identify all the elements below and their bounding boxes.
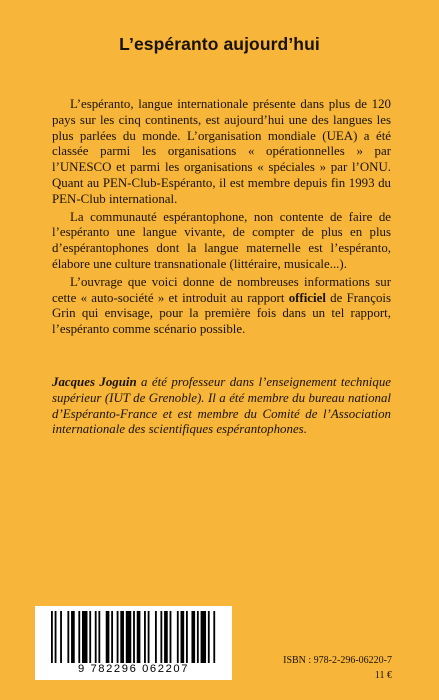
barcode-digits: 9 782296 062207 <box>77 663 190 675</box>
barcode-bar <box>186 611 188 663</box>
barcode-bar <box>71 611 75 663</box>
paragraph-3-start: L’ouvrage que voici donne de nombreuses informations sur cette « auto-société » et introduit au rapport <box>52 274 391 305</box>
barcode-bar <box>160 611 162 663</box>
title: L’espéranto aujourd’hui <box>119 34 320 54</box>
barcode-bar <box>170 611 172 663</box>
paragraph-3-end: de François Grin qui envisage, pour la première fois dans un tel rapport, l’espéranto comme scénario possible. <box>52 290 391 337</box>
barcode-bar <box>181 611 185 663</box>
barcode-bar <box>120 611 124 663</box>
barcode-bar <box>126 611 131 663</box>
barcode-bar <box>148 611 150 663</box>
barcode-bar <box>111 611 113 663</box>
barcode-bar <box>95 611 97 663</box>
barcode-bar <box>51 611 53 663</box>
barcode-bar <box>133 611 135 663</box>
main-text <box>52 97 391 338</box>
barcode-bar <box>137 611 141 663</box>
barcode-bar <box>197 611 199 663</box>
author-bio <box>52 375 391 438</box>
barcode-bar <box>78 611 80 663</box>
paragraph-2: La communauté espérantophone, non contente de faire de l’espéranto une langue vivante, de compter de plus en plus d’espérantophones dont la langue maternelle est l’espéranto, élabore une culture transnationale (littéraire, musicale...). <box>52 209 391 271</box>
barcode-bar <box>191 611 195 663</box>
price: 11 € <box>374 670 392 681</box>
isbn: ISBN : 978-2-296-06220-7 <box>283 655 392 666</box>
barcode-bar <box>177 611 179 663</box>
barcode-bar <box>155 611 157 663</box>
barcode-bar <box>213 611 215 663</box>
barcode-bar <box>106 611 110 663</box>
barcode-bar <box>144 611 146 663</box>
paragraph-3 <box>52 275 391 338</box>
barcode-bar <box>208 611 210 663</box>
barcode-bar <box>98 611 100 663</box>
barcode-bar <box>117 611 119 663</box>
officiel-emphasis: officiel <box>288 290 326 305</box>
paragraph-1: L’espéranto, langue internationale présente dans plus de 120 pays sur les cinq continents, est aujourd’hui une des langues les plus parlées du monde. L’organisation mondiale (UEA) a été classée parmi les organisations « opérationnelles » par l’UNESCO et parmi les organisations « spéciales » par l’ONU. Quant au PEN-Club-Espéranto, il est membre depuis fin 1993 du PEN-Club international. <box>52 97 391 206</box>
barcode-bar <box>164 611 168 663</box>
barcode-bar <box>55 611 57 663</box>
barcode-bar <box>60 611 62 663</box>
author-bio-text: a été professeur dans l’enseignement technique supérieur (IUT de Grenoble). Il a été membre du bureau national d’Espéranto-France et est membre du Comité de l’Association internationale des scientifiques espérantophones. <box>52 375 391 437</box>
barcode-bar <box>82 611 87 663</box>
barcode-bars <box>49 611 219 663</box>
barcode-panel <box>35 606 232 680</box>
barcode-bar <box>89 611 91 663</box>
author-name: Jacques Joguin <box>52 375 137 389</box>
barcode-bar <box>67 611 69 663</box>
barcode-bar <box>201 611 206 663</box>
